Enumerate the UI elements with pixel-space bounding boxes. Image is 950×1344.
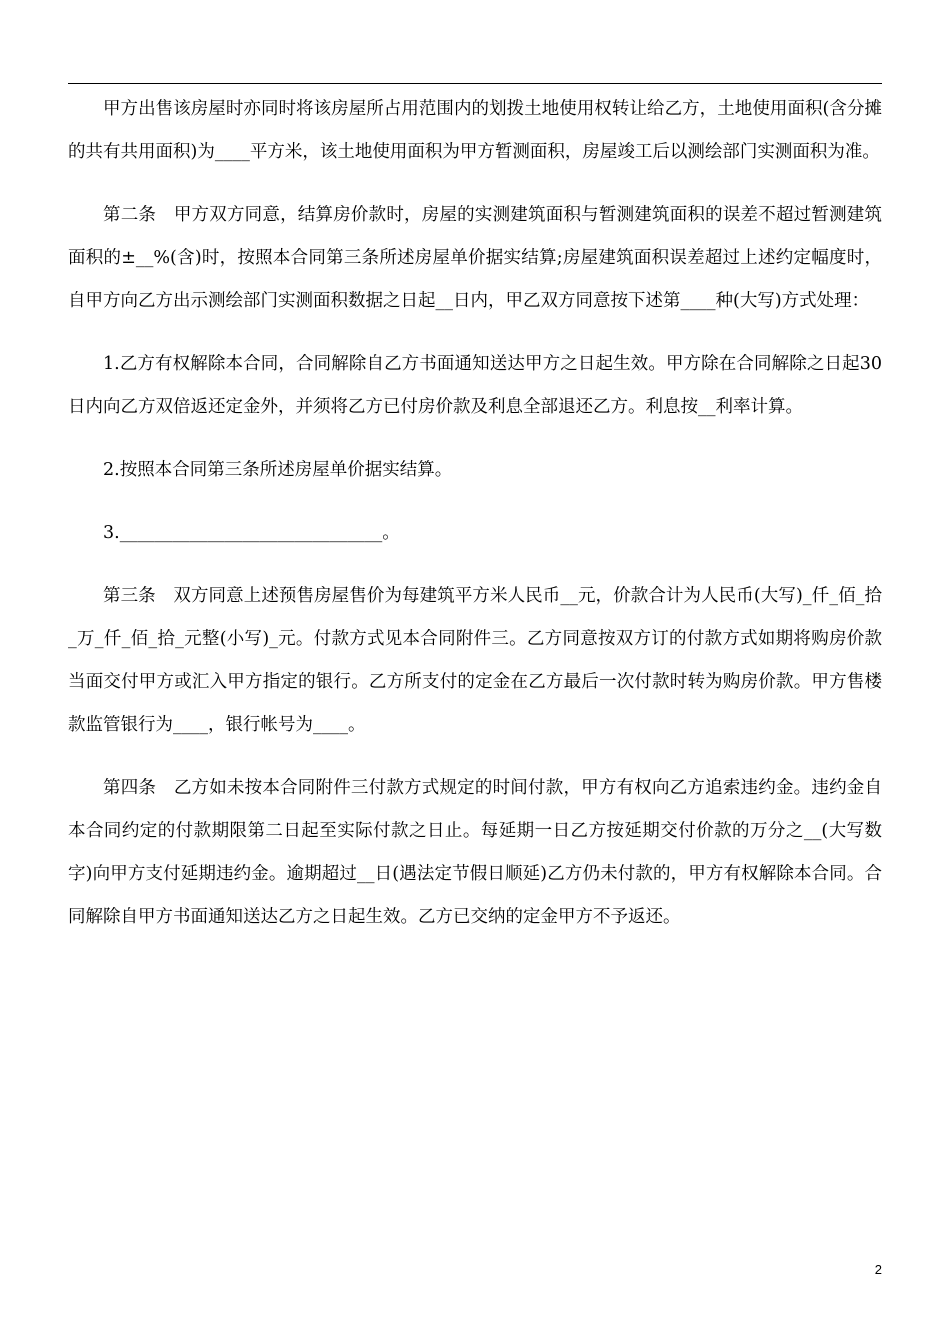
page-number: 2 bbox=[874, 1262, 882, 1277]
header-rule bbox=[68, 83, 882, 84]
paragraph-article-4: 第四条 乙方如未按本合同附件三付款方式规定的时间付款，甲方有权向乙方追索违约金。违约金自本合同约定的付款期限第二日起至实际付款之日止。每延期一日乙方按延期交付价款的万分之__(大写数字)向甲方支付延期违约金。逾期超过__日(遇法定节假日顺延)乙方仍未付款的，甲方有权解除本合同。合同解除自甲方书面通知送达乙方之日起生效。乙方已交纳的定金甲方不予返还。 bbox=[68, 778, 882, 927]
paragraph-land-use: 甲方出售该房屋时亦同时将该房屋所占用范围内的划拨土地使用权转让给乙方，土地使用面积(含分摊的共有共用面积)为____平方米，该土地使用面积为甲方暂测面积，房屋竣工后以测绘部门实测面积为准。 bbox=[68, 99, 882, 162]
paragraph-article-2: 第二条 甲方双方同意，结算房价款时，房屋的实测建筑面积与暂测建筑面积的误差不超过暂测建筑面积的±__%(含)时，按照本合同第三条所述房屋单价据实结算;房屋建筑面积误差超过上述约定幅度时，自甲方向乙方出示测绘部门实测面积数据之日起__日内，甲乙双方同意按下述第____种(大写)方式处理： bbox=[68, 205, 882, 311]
paragraph-article-3: 第三条 双方同意上述预售房屋售价为每建筑平方米人民币__元，价款合计为人民币(大写)_仟_佰_拾_万_仟_佰_拾_元整(小写)_元。付款方式见本合同附件三。乙方同意按双方订的付款方式如期将购房价款当面交付甲方或汇入甲方指定的银行。乙方所支付的定金在乙方最后一次付款时转为购房价款。甲方售楼款监管银行为____，银行帐号为____。 bbox=[68, 586, 882, 735]
paragraph-option-3: 3.______________________________。 bbox=[103, 523, 400, 543]
contract-body bbox=[68, 88, 882, 959]
paragraph-option-2: 2.按照本合同第三条所述房屋单价据实结算。 bbox=[103, 460, 453, 480]
paragraph-option-1: 1.乙方有权解除本合同，合同解除自乙方书面通知送达甲方之日起生效。甲方除在合同解除之日起30日内向乙方双倍返还定金外，并须将乙方已付房价款及利息全部退还乙方。利息按__利率计算。 bbox=[68, 354, 882, 417]
